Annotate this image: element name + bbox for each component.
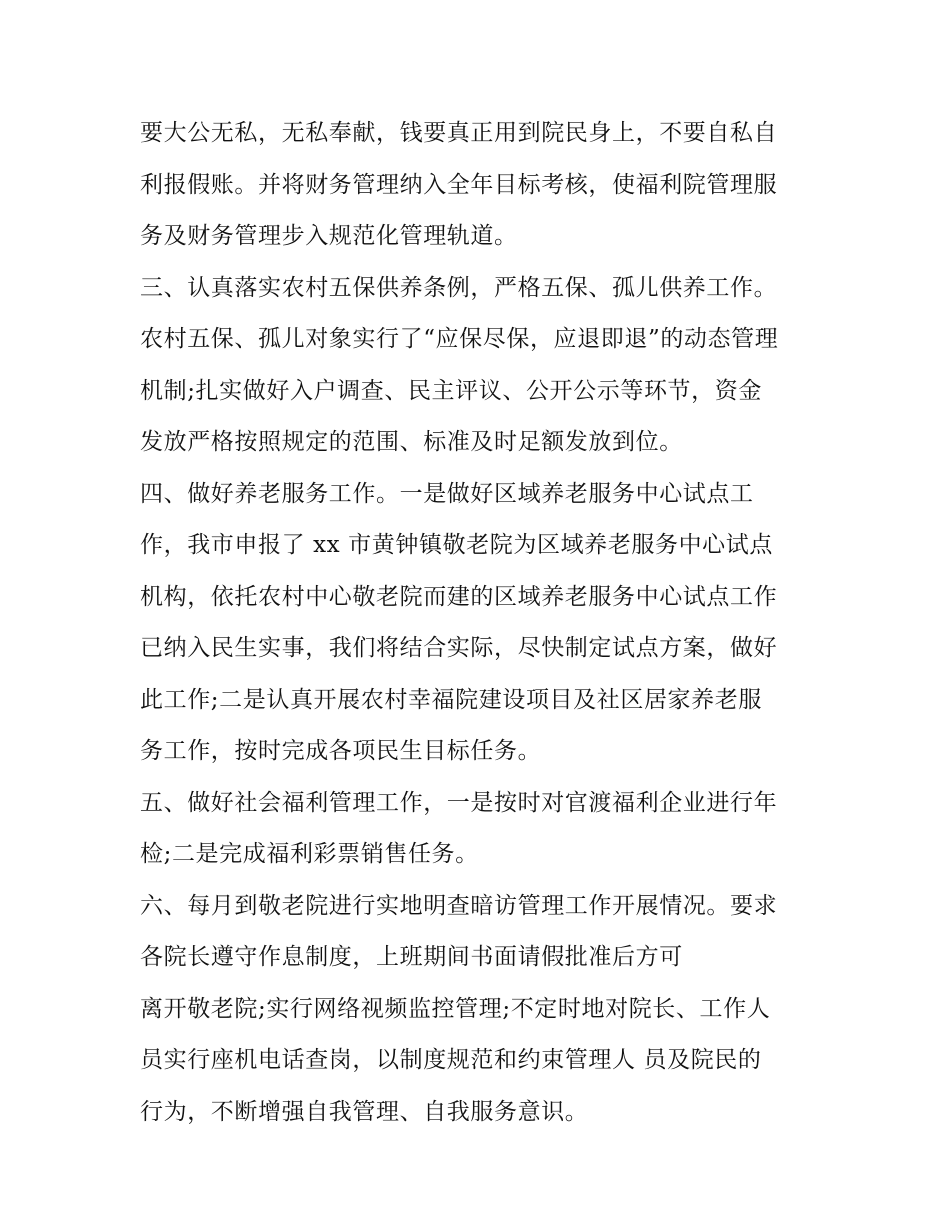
text-line: 发放严格按照规定的范围、标准及时足额发放到位。	[140, 429, 683, 455]
text-line: 务工作，按时完成各项民生目标任务。	[140, 738, 542, 764]
text-line: 行为，不断增强自我管理、自我服务意识。	[140, 1098, 589, 1125]
text-line: 农村五保、孤儿对象实行了“应保尽保，应退即退”的动态管理	[140, 326, 779, 352]
text-line: 离开敬老院;实行网络视频监控管理;不定时地对院长、工作人	[140, 995, 771, 1022]
text-line: 要大公无私，无私奉献，钱要真正用到院民身上，不要自私自	[140, 120, 778, 146]
section-six-heading-line: 六、每月到敬老院进行实地明查暗访管理工作开展情况。要求	[140, 892, 778, 919]
text-line: 利报假账。并将财务管理纳入全年目标考核，使福利院管理服	[140, 171, 778, 198]
text-line: 此工作;二是认真开展农村幸福院建设项目及社区居家养老服	[140, 686, 762, 713]
text-line: 作，我市申报了 xx 市黄钟镇敬老院为区域养老服务中心试点	[140, 532, 773, 558]
text-line: 员实行座机电话查岗，以制度规范和约束管理人 员及院民的	[140, 1047, 762, 1073]
section-three-heading-line: 三、认真落实农村五保供养条例，严格五保、孤儿供养工作。	[140, 274, 778, 301]
section-five-heading-line: 五、做好社会福利管理工作，一是按时对官渡福利企业进行年	[140, 789, 778, 816]
text-line: 已纳入民生实事，我们将结合实际，尽快制定试点方案，做好	[140, 635, 778, 661]
text-line: 务及财务管理步入规范化管理轨道。	[140, 223, 518, 249]
document-body	[140, 108, 830, 1138]
text-line: 机制;扎实做好入户调查、民主评议、公开公示等环节，资金	[140, 377, 762, 404]
text-line: 机构，依托农村中心敬老院而建的区域养老服务中心试点工作	[140, 583, 778, 610]
text-line: 各院长遵守作息制度，上班期间书面请假批准后方可	[140, 944, 683, 970]
section-four-heading-line: 四、做好养老服务工作。一是做好区域养老服务中心试点工	[140, 480, 754, 507]
text-line: 检;二是完成福利彩票销售任务。	[140, 841, 479, 867]
